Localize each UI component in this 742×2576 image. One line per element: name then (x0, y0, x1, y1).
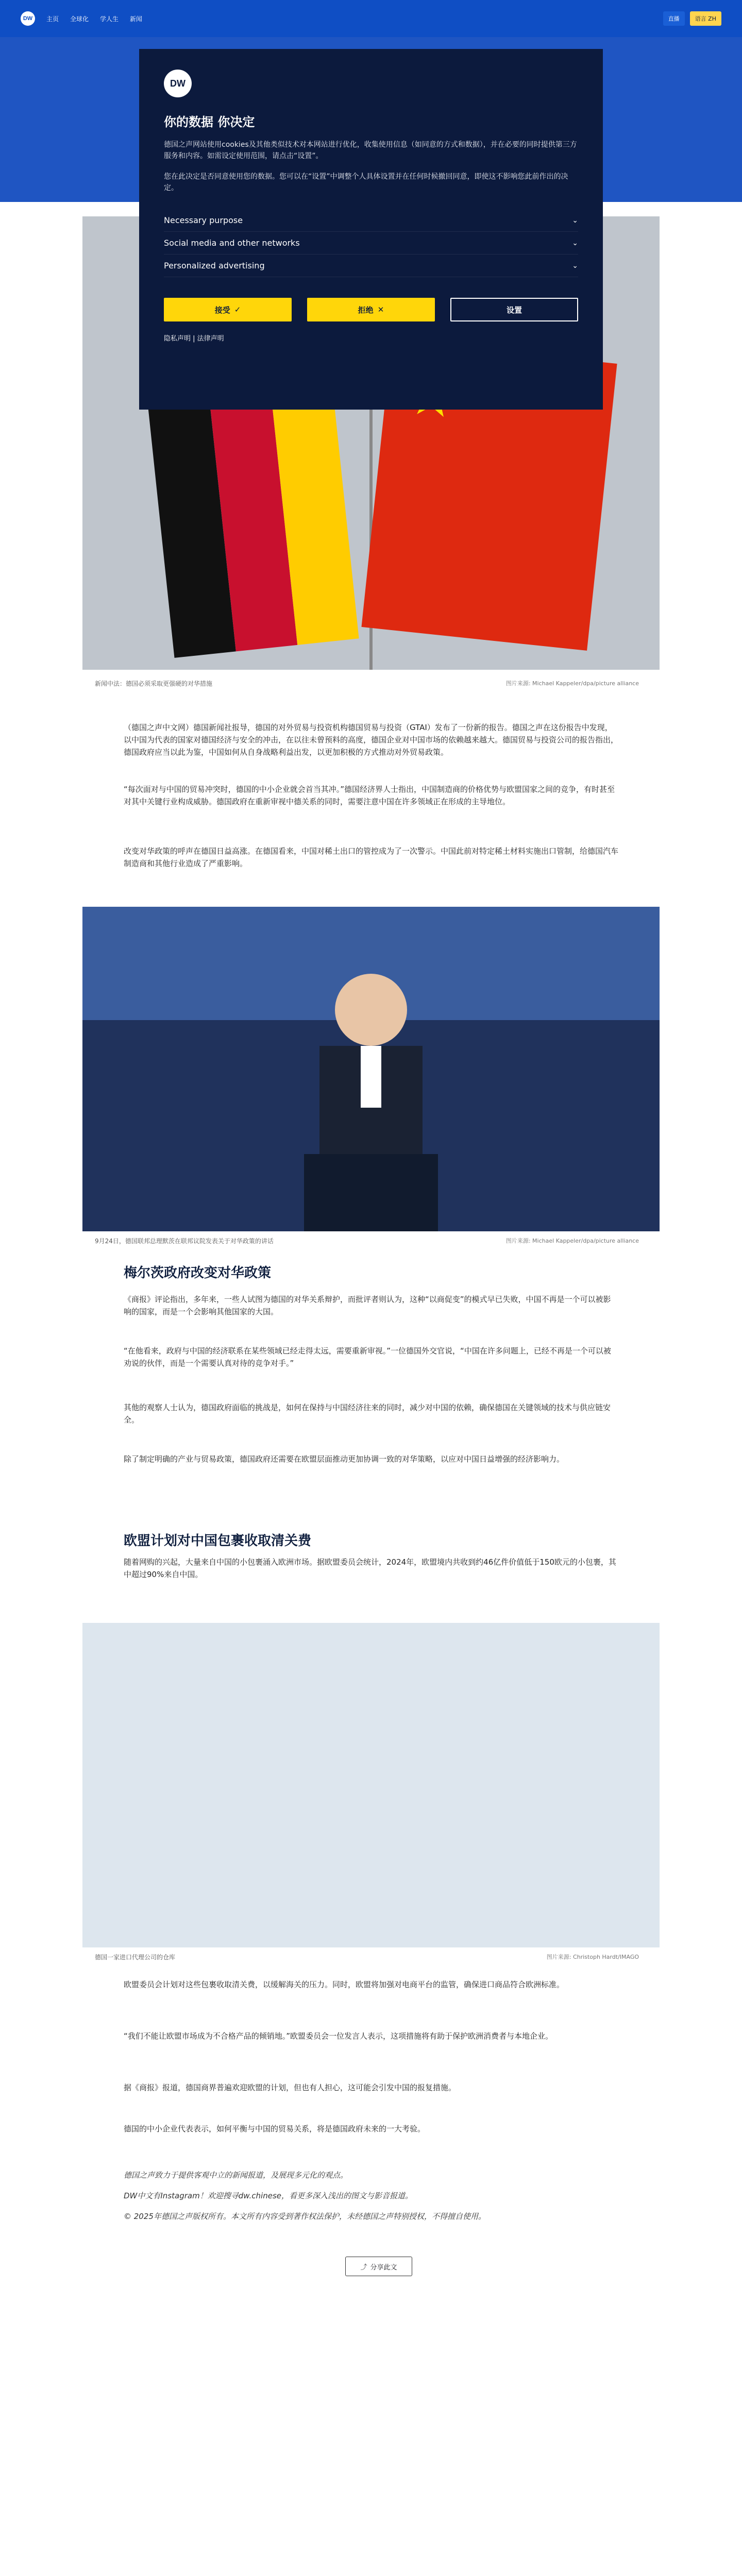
check-icon: ✓ (234, 305, 241, 314)
consent-text-2: 您在此决定是否同意使用您的数据。您可以在“设置”中调整个人具体设置并在任何时候撤回同意，即使这不影响您此前作出的决定。 (164, 173, 568, 192)
photo2-credit: 图片来源: Michael Kappeler/dpa/picture alliance (505, 1238, 639, 1244)
photo3-credit: 图片来源: Christoph Hardt/IMAGO (546, 1954, 639, 1960)
dw-logo[interactable]: DW (21, 11, 35, 26)
hero-caption: 新闻中法：德国必须采取更强硬的对华措施 (95, 680, 213, 687)
cookie-consent-dialog (139, 49, 603, 410)
article-paragraph-11: 据《商报》报道，德国商界普遍欢迎欧盟的计划，但也有人担心，这可能会引发中国的报复措施。 (124, 2083, 457, 2092)
article-paragraph-8: 随着网购的兴起，大量来自中国的小包裹涌入欧洲市场。据欧盟委员会统计，2024年，欧盟境内共收到约46亿件价值低于150欧元的小包裹，其中超过90%来自中国。 (124, 1557, 616, 1579)
consent-footer-links[interactable]: 隐私声明 | 法律声明 (164, 335, 224, 343)
article-paragraph-9: 欧盟委员会计划对这些包裹收取清关费，以缓解海关的压力。同时，欧盟将加强对电商平台的监管，确保进口商品符合欧洲标准。 (124, 1980, 565, 1989)
consent-actions (164, 298, 578, 321)
consent-purpose-list (164, 209, 578, 277)
merz-photo (82, 907, 660, 1231)
language-button[interactable]: 语言 ZH (690, 11, 721, 26)
purpose-label: Social media and other networks (164, 238, 300, 248)
article-paragraph-3: 改变对华政策的呼声在德国日益高涨。在德国看来，中国对稀土出口的管控成为了一次警示。中国此前对特定稀土材料实施出口管制，给德国汽车制造商和其他行业造成了严重影响。 (124, 846, 619, 868)
speaker-illustration (82, 907, 660, 1231)
hero-credit: 图片来源: Michael Kappeler/dpa/picture alliance (505, 680, 639, 687)
disclaimer-text-1: 德国之声致力于提供客观中立的新闻报道，及展现多元化的观点。 (124, 2171, 348, 2180)
article-paragraph-10: “我们不能让欧盟市场成为不合格产品的倾销地。”欧盟委员会一位发言人表示，这项措施将有助于保护欧洲消费者与本地企业。 (124, 2031, 553, 2041)
live-button[interactable]: 直播 (663, 11, 685, 26)
purpose-row-social[interactable] (164, 232, 578, 255)
nav-link-news[interactable]: 新闻 (130, 15, 143, 23)
chevron-down-icon[interactable]: ⌄ (572, 261, 578, 270)
consent-text-1: 德国之声网站使用cookies及其他类似技术对本网站进行优化，收集使用信息（如同意的方式和数据），并在必要的同时提供第三方服务和内容。如需设定使用范围，请点击“设置”。 (164, 141, 577, 160)
purpose-label: Necessary purpose (164, 215, 243, 225)
close-icon: ✕ (377, 305, 384, 314)
settings-button[interactable]: 设置 (450, 298, 578, 321)
chevron-down-icon[interactable]: ⌄ (572, 239, 578, 247)
nav-link-learn[interactable]: 学人生 (100, 15, 119, 23)
accept-button[interactable] (164, 298, 292, 321)
section-heading-1: 梅尔茨政府改变对华政策 (124, 1265, 272, 1281)
article-paragraph-5: “在他看来，政府与中国的经济联系在某些领域已经走得太远，需要重新审视。”一位德国外交官说，“中国在许多问题上，已经不再是一个可以被劝说的伙伴，而是一个需要认真对待的竞争对手。” (124, 1346, 611, 1368)
share-button[interactable] (345, 2257, 412, 2276)
copyright-notice: © 2025年德国之声版权所有。本文所有内容受到著作权法保护，未经德国之声特别授权，不得擅自使用。 (124, 2212, 486, 2221)
top-navigation-bar (0, 0, 742, 37)
share-icon: ⤴ (360, 2263, 367, 2272)
section-heading-2: 欧盟计划对中国包裹收取清关费 (124, 1533, 312, 1549)
article-paragraph-6: 其他的观察人士认为，德国政府面临的挑战是，如何在保持与中国经济往来的同时，减少对中国的依赖，确保德国在关键领域的技术与供应链安全。 (124, 1403, 611, 1425)
decline-button[interactable] (307, 298, 435, 321)
photo2-caption: 9月24日，德国联邦总理默茨在联邦议院发表关于对华政策的讲话 (95, 1238, 274, 1245)
chevron-down-icon[interactable]: ⌄ (572, 216, 578, 225)
article-paragraph-7: 除了制定明确的产业与贸易政策，德国政府还需要在欧盟层面推动更加协调一致的对华策略，以应对中国日益增强的经济影响力。 (124, 1454, 565, 1464)
nav-link-global[interactable]: 全球化 (70, 15, 89, 23)
article-paragraph-12: 德国的中小企业代表表示，如何平衡与中国的贸易关系，将是德国政府未来的一大考验。 (124, 2124, 426, 2133)
consent-title: 你的数据 你决定 (164, 115, 255, 129)
instagram-promo[interactable]: DW中文有Instagram！欢迎搜寻dw.chinese，看更多深入浅出的图文与影音报道。 (124, 2191, 413, 2200)
dw-logo: DW (164, 70, 192, 97)
decline-label: 拒绝 (358, 305, 374, 315)
warehouse-photo (82, 1623, 660, 1947)
article-paragraph-1: （德国之声中文网）德国新闻社报导，德国的对外贸易与投资机构德国贸易与投资（GTAI）发布了一份新的报告。德国之声在这份报告中发现，以中国为代表的国家对德国经济与安全的冲击，在以往未曾预料的高度，德国企业对中国市场的依赖越来越大。德国贸易与投资公司的报告指出，德国政府应当以此为鉴，中国如何从自身战略利益出发，以更加积极的方式推动对外贸易政策。 (124, 723, 619, 757)
accept-label: 接受 (214, 305, 230, 315)
share-label: 分享此文 (370, 2263, 397, 2272)
purpose-label: Personalized advertising (164, 261, 265, 270)
purpose-row-advertising[interactable] (164, 255, 578, 277)
purpose-row-necessary[interactable] (164, 209, 578, 232)
photo3-caption: 德国一家进口代理公司的仓库 (95, 1954, 176, 1961)
article-paragraph-2: “每次面对与中国的贸易冲突时，德国的中小企业就会首当其冲。”德国经济界人士指出，中国制造商的价格优势与欧盟国家之间的竞争，有时甚至对其中关键行业构成威胁。德国政府在重新审视中德关系的同时，需要注意中国在许多领域正在形成的主导地位。 (124, 785, 615, 806)
article-paragraph-4: 《商报》评论指出，多年来，一些人试图为德国的对华关系辩护，而批评者则认为，这种“以商促变”的模式早已失败，中国不再是一个可以被影响的国家，而是一个会影响其他国家的大国。 (124, 1295, 611, 1316)
nav-link-home[interactable]: 主页 (46, 15, 59, 23)
